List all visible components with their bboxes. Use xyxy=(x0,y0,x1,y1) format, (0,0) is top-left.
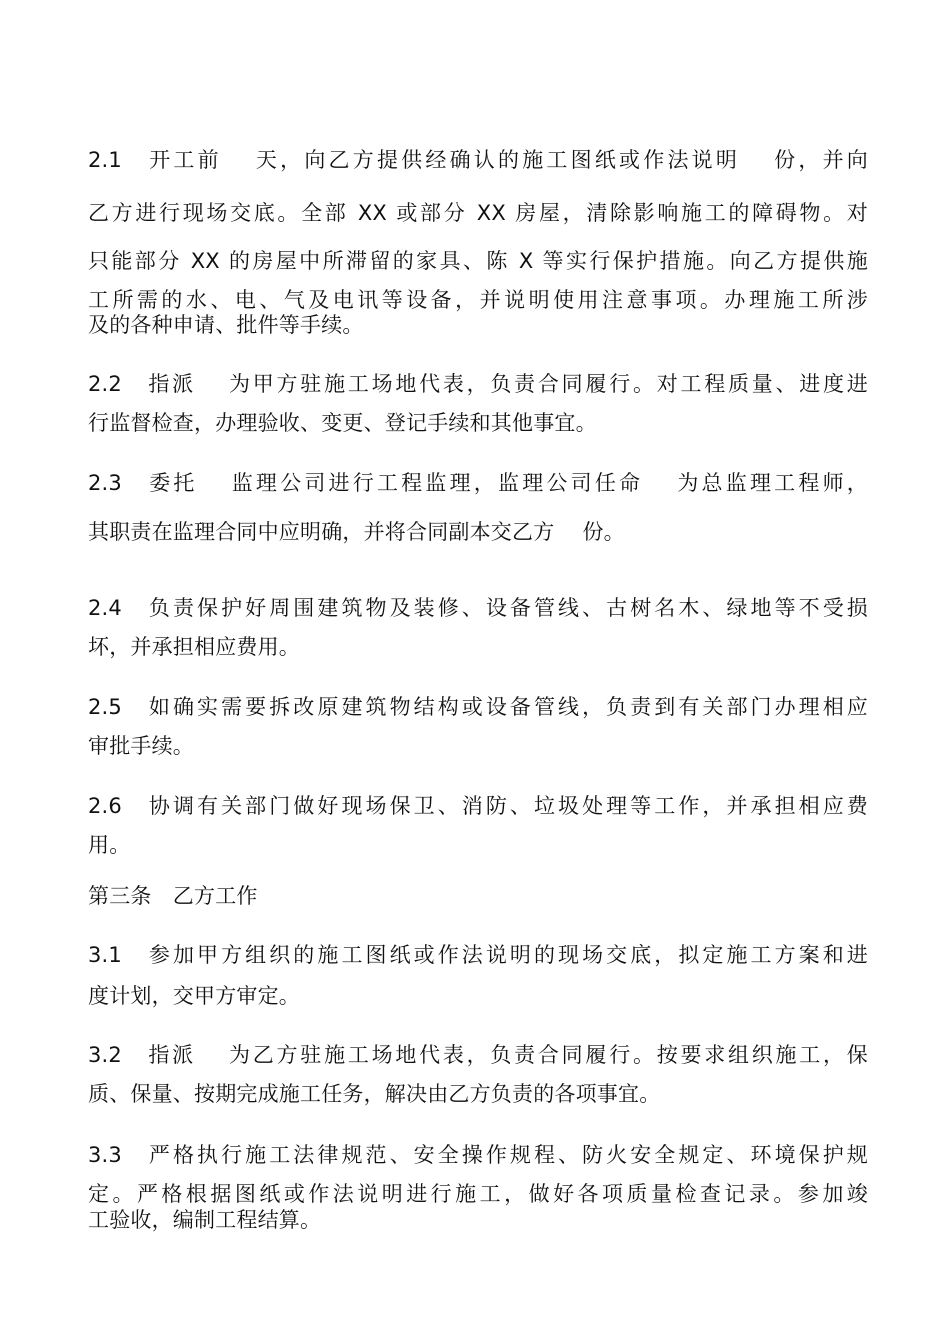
text-line-2-2-a: 2.2 指派 为甲方驻施工场地代表，负责合同履行。对工程质量、进度进 xyxy=(88,372,868,396)
text-line-3-3-b: 定。严格根据图纸或作法说明进行施工，做好各项质量检查记录。参加竣 xyxy=(88,1182,868,1206)
text-line-2-4-a: 2.4 负责保护好周围建筑物及装修、设备管线、古树名木、绿地等不受损 xyxy=(88,596,868,620)
text-line-2-6-b: 用。 xyxy=(88,833,131,857)
text-line-2-1-a: 2.1 开工前 天，向乙方提供经确认的施工图纸或作法说明 份，并向 xyxy=(88,148,868,172)
text-line-3-1-b: 度计划，交甲方审定。 xyxy=(88,984,300,1008)
text-line-2-3-a: 2.3 委托 监理公司进行工程监理，监理公司任命 为总监理工程师， xyxy=(88,471,868,495)
text-line-2-5-a: 2.5 如确实需要拆改原建筑物结构或设备管线，负责到有关部门办理相应 xyxy=(88,695,868,719)
text-line-3-1-a: 3.1 参加甲方组织的施工图纸或作法说明的现场交底，拟定施工方案和进 xyxy=(88,943,868,967)
text-line-2-6-a: 2.6 协调有关部门做好现场保卫、消防、垃圾处理等工作，并承担相应费 xyxy=(88,794,868,818)
text-line-3-3-c: 工验收，编制工程结算。 xyxy=(88,1208,322,1232)
text-line-3-2-a: 3.2 指派 为乙方驻施工场地代表，负责合同履行。按要求组织施工，保 xyxy=(88,1043,868,1067)
text-line-2-1-d: 工所需的水、电、气及电讯等设备，并说明使用注意事项。办理施工所涉 xyxy=(88,288,868,312)
section-heading-article-3: 第三条 乙方工作 xyxy=(88,884,258,908)
text-line-2-2-b: 行监督检查，办理验收、变更、登记手续和其他事宜。 xyxy=(88,411,597,435)
text-line-2-4-b: 坏，并承担相应费用。 xyxy=(88,635,300,659)
text-line-3-2-b: 质、保量、按期完成施工任务，解决由乙方负责的各项事宜。 xyxy=(88,1082,661,1106)
text-line-2-1-e: 及的各种申请、批件等手续。 xyxy=(88,313,364,337)
text-line-2-1-c: 只能部分 XX 的房屋中所滞留的家具、陈 X 等实行保护措施。向乙方提供施 xyxy=(88,249,868,273)
text-line-2-5-b: 审批手续。 xyxy=(88,734,194,758)
text-line-3-3-a: 3.3 严格执行施工法律规范、安全操作规程、防火安全规定、环境保护规 xyxy=(88,1143,868,1167)
text-line-2-1-b: 乙方进行现场交底。全部 XX 或部分 XX 房屋，清除影响施工的障碍物。对 xyxy=(88,201,868,225)
text-line-2-3-b: 其职责在监理合同中应明确，并将合同副本交乙方 份。 xyxy=(88,520,625,544)
